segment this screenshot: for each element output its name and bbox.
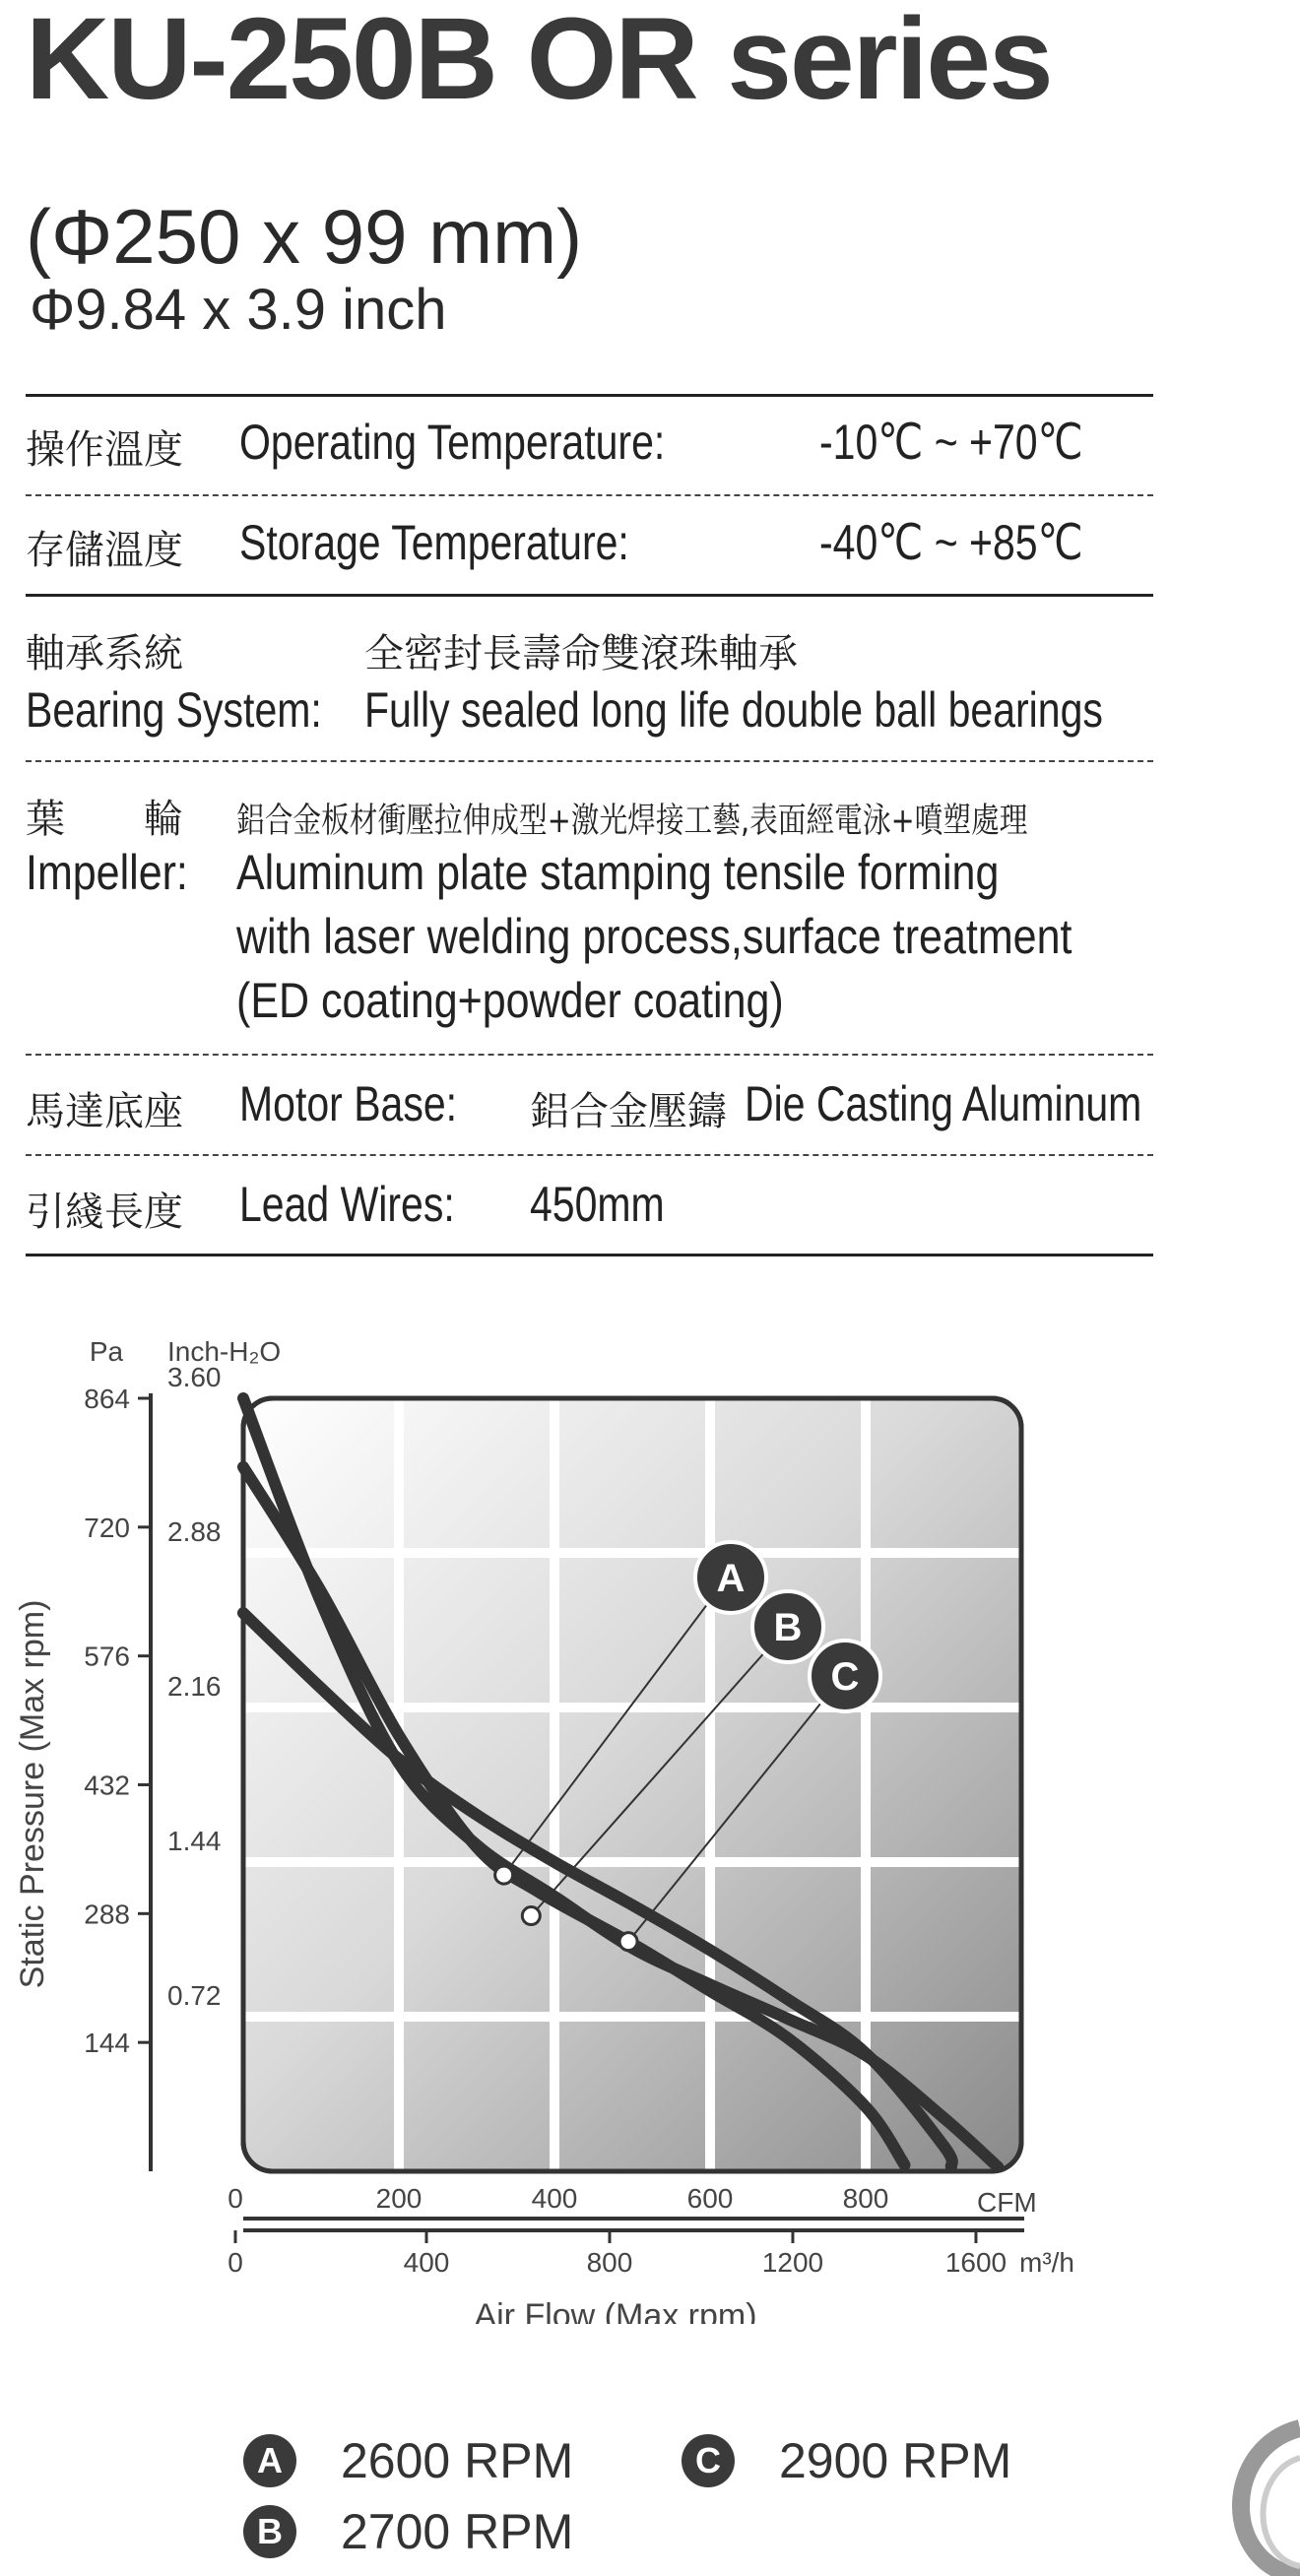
x-tick-label-m3h: 1200 [761, 2247, 824, 2278]
x-tick-label-m3h: 800 [586, 2247, 633, 2278]
x-tick-label-m3h: 1600 [944, 2247, 1008, 2278]
legend-item-b [243, 2503, 573, 2560]
bearing-value: Fully sealed long life double ball bearings [364, 682, 1103, 738]
impeller-cn: 葉 輪 [26, 797, 183, 842]
x-unit-m3h: m³/h [1019, 2247, 1074, 2278]
x-tick-label-cfm: 200 [375, 2183, 422, 2214]
x-unit-cfm: CFM [977, 2187, 1037, 2218]
motor-base-value: Die Casting Aluminum [745, 1076, 1142, 1131]
bearing-value-cn: 全密封長壽命雙滾珠軸承 [364, 631, 798, 676]
y-tick-label-pa: 288 [84, 1899, 130, 1930]
bearing-cn: 軸承系統 [26, 631, 183, 676]
spec-divider [26, 494, 1153, 496]
y-tick-label-inh2o: 1.44 [167, 1826, 222, 1856]
y-unit-pa: Pa [89, 1336, 124, 1367]
x-tick-label-m3h: 400 [403, 2247, 450, 2278]
lead-wires-label: Lead Wires: [239, 1177, 455, 1232]
lead-wires-value: 450mm [530, 1177, 665, 1232]
y-tick-label-pa: 432 [84, 1770, 130, 1801]
impeller-label: Impeller: [26, 845, 188, 900]
spec-divider-solid [26, 594, 1153, 597]
legend-badge-b: B [243, 2505, 296, 2558]
x-tick-label-cfm: 400 [531, 2183, 578, 2214]
chart-svg [0, 1310, 1083, 2324]
operating-temp-value: -10℃ ~ +70℃ [819, 415, 1083, 470]
y-tick-label-pa: 720 [84, 1512, 130, 1543]
operating-temp-cn: 操作溫度 [26, 427, 183, 473]
callout-point-c [619, 1933, 637, 1951]
legend-badge-c: C [682, 2434, 735, 2487]
performance-chart [0, 1310, 1083, 2324]
legend-item-a [243, 2432, 573, 2489]
x-axis-label: Air Flow (Max rpm) [474, 2297, 757, 2324]
y-tick-label-inh2o: 2.16 [167, 1671, 222, 1702]
y-unit-inch-h2o: Inch-H₂O [167, 1336, 282, 1367]
dimension-mm: (Φ250 x 99 mm) [26, 193, 583, 280]
product-title: KU-250B OR series [26, 0, 1052, 124]
x-tick-label-m3h: 0 [228, 2247, 243, 2278]
bearing-label: Bearing System: [26, 682, 322, 738]
spec-table-bottom-rule [26, 1254, 1153, 1256]
spec-divider [26, 1154, 1153, 1156]
x-tick-label-cfm: 0 [228, 2183, 243, 2214]
y-tick-label-pa: 864 [84, 1384, 130, 1414]
legend-label-a: 2600 RPM [341, 2433, 574, 2488]
y-axis-label: Static Pressure (Max rpm) [14, 1599, 51, 1989]
y-tick-label-pa: 144 [84, 2028, 130, 2059]
impeller-value-line1: Aluminum plate stamping tensile forming [236, 845, 1000, 900]
impeller-value-line3: (ED coating+powder coating) [236, 973, 784, 1028]
chart-legend [0, 2393, 1300, 2570]
callout-badge-label-c: C [830, 1655, 860, 1699]
dimension-inch: Φ9.84 x 3.9 inch [30, 278, 447, 342]
callout-badge-label-a: A [716, 1557, 746, 1600]
spec-table-top-rule [26, 394, 1153, 397]
storage-temp-label: Storage Temperature: [239, 515, 629, 570]
motor-base-label: Motor Base: [239, 1076, 458, 1131]
callout-badge-label-b: B [773, 1606, 803, 1649]
x-tick-label-cfm: 800 [842, 2183, 889, 2214]
corner-ring-decoration [1162, 2418, 1300, 2576]
legend-badge-a: A [243, 2434, 296, 2487]
legend-label-c: 2900 RPM [779, 2433, 1012, 2488]
x-tick-label-cfm: 600 [686, 2183, 734, 2214]
y-tick-label-pa: 576 [84, 1641, 130, 1672]
impeller-value-line2: with laser welding process,surface treatment [236, 909, 1072, 964]
y-tick-label-inh2o: 3.60 [167, 1362, 222, 1392]
y-tick-label-inh2o: 0.72 [167, 1980, 222, 2011]
impeller-value-cn: 鋁合金板材衝壓拉伸成型+激光焊接工藝,表面經電泳+噴塑處理 [236, 802, 1028, 841]
operating-temp-label: Operating Temperature: [239, 415, 666, 470]
storage-temp-cn: 存儲溫度 [26, 528, 183, 573]
lead-wires-cn: 引綫長度 [26, 1190, 183, 1235]
motor-base-value-cn: 鋁合金壓鑄 [530, 1089, 727, 1134]
plot-area [243, 1398, 1021, 2171]
legend-label-b: 2700 RPM [341, 2504, 574, 2559]
legend-item-c [682, 2432, 1011, 2489]
motor-base-cn: 馬達底座 [26, 1089, 183, 1134]
callout-point-b [522, 1907, 540, 1925]
spec-divider [26, 760, 1153, 762]
storage-temp-value: -40℃ ~ +85℃ [819, 515, 1083, 570]
callout-point-a [495, 1866, 513, 1884]
spec-divider [26, 1054, 1153, 1056]
y-tick-label-inh2o: 2.88 [167, 1516, 222, 1547]
plot-background [243, 1398, 1021, 2171]
